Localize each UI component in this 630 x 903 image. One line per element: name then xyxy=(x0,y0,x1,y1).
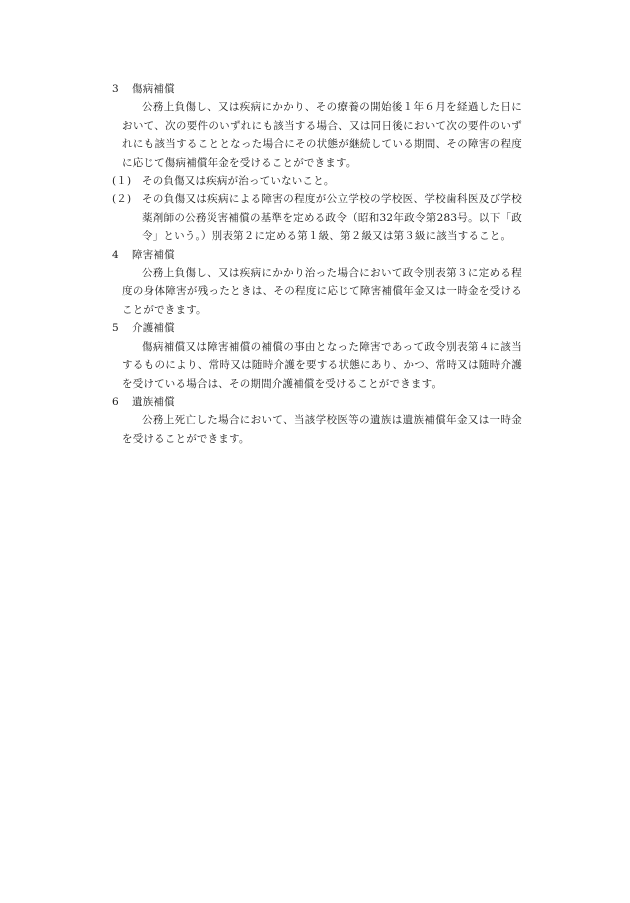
section-title: 介護補償 xyxy=(132,322,175,335)
section-title: 障害補償 xyxy=(132,248,175,261)
section-heading-3 xyxy=(112,80,522,98)
document-body xyxy=(112,80,522,448)
section-number: 6 xyxy=(112,395,119,408)
section-paragraph: 公務上負傷し、又は疾病にかかり、その療養の開始後１年６月を経過した日において、次の要件のいずれにも該当する場合、又は同日後において次の要件のいずれにも該当することとなった場合にその状態が継続している期間、その障害の程度に応じて傷病補償年金を受けることができます。 xyxy=(122,101,522,169)
section-heading-6 xyxy=(112,393,522,411)
section-paragraph: 公務上負傷し、又は疾病にかかり治った場合において政令別表第３に定める程度の身体障害が残ったときは、その程度に応じて障害補償年金又は一時金を受けることができます。 xyxy=(122,267,522,316)
section-paragraph: 傷病補償又は障害補償の補償の事由となった障害であって政令別表第４に該当するものにより、常時又は随時介護を要する状態にあり、かつ、常時又は随時介護を受けている場合は、その期間介護補償を受けることができます。 xyxy=(122,340,522,390)
section-title: 傷病補償 xyxy=(132,83,175,95)
section-heading-5 xyxy=(112,319,522,337)
section-number: 5 xyxy=(112,322,119,335)
list-item-marker: (２) xyxy=(112,193,132,206)
section-title: 遺族補償 xyxy=(132,395,175,408)
section-paragraph: 公務上死亡した場合において、当該学校医等の遺族は遺族補償年金又は一時金を受けることができます。 xyxy=(122,414,522,445)
list-item xyxy=(112,172,522,190)
list-item xyxy=(112,190,522,245)
section-number: 3 xyxy=(112,83,119,95)
list-item-marker: (１) xyxy=(112,175,132,188)
section-heading-4 xyxy=(112,246,522,264)
list-item-text: その負傷又は疾病が治っていないこと。 xyxy=(142,175,335,188)
list-item-text: その負傷又は疾病による障害の程度が公立学校の学校医、学校歯科医及び学校薬剤師の公務災害補償の基準を定める政令（昭和32年政令第283号。以下「政令」という。）別表第２に定める第１級、第２級又は第３級に該当すること。 xyxy=(142,193,522,243)
section-number: 4 xyxy=(112,248,119,261)
